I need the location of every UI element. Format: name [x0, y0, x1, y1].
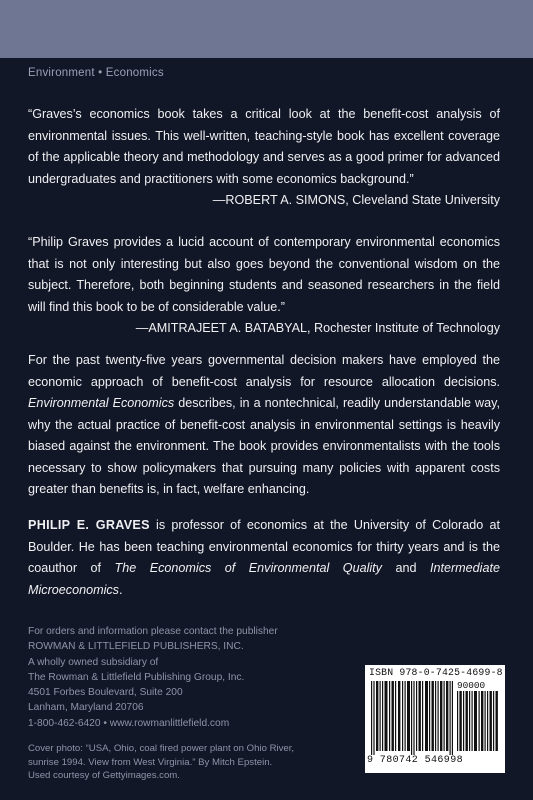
price-code: 90000: [457, 680, 486, 691]
quote-attribution: —ROBERT A. SIMONS, Cleveland State University: [212, 193, 500, 207]
quote-text: “Graves’s economics book takes a critical look at the benefit-cost analysis of environmental issues. This well-written, teaching-style book has excellent coverage of the applicable theory and methodology and serves as a good primer for advanced undergraduates and practitioners with some economics background.”: [28, 107, 500, 186]
author-bio: [28, 515, 500, 601]
description-part1: For the past twenty-five years governmental decision makers have employed the economic approach of benefit-cost analysis for resource allocation decisions.: [28, 353, 500, 389]
coauthored-book-2: Intermediate Microeconomics: [28, 561, 500, 597]
author-name: PHILIP E. GRAVES: [28, 518, 150, 532]
top-color-band: [0, 0, 533, 58]
credit-line: Cover photo: “USA, Ohio, coal fired power plant on Ohio River,: [28, 743, 295, 754]
contact-line: The Rowman & Littlefield Publishing Group, Inc.: [28, 671, 245, 683]
bio-part3: .: [118, 582, 123, 597]
category-label: Environment • Economics: [28, 67, 164, 79]
book-description: [28, 350, 500, 501]
bio-part1: is professor of economics at the University of Colorado at Boulder. He has been teaching environmental economics for thirty years and is the coauthor of: [28, 518, 500, 575]
publisher-contact: [28, 624, 308, 731]
barcode-digits: 9 780742 546998: [367, 755, 464, 766]
quote-text: “Philip Graves provides a lucid account of contemporary environmental economics that is not only interesting but also goes beyond the conventional wisdom on the subject. Therefore, both beginning students and seasoned researchers in the field will find this book to be of considerable value.”: [28, 235, 500, 314]
quote-attribution: —AMITRAJEET A. BATABYAL, Rochester Institute of Technology: [135, 321, 500, 335]
review-quote-batabyal: [28, 232, 500, 340]
contact-line: For orders and information please contact the publisher: [28, 626, 278, 637]
contact-address: 4501 Forbes Boulevard, Suite 200: [28, 687, 183, 699]
barcode-bars-icon: [371, 681, 453, 755]
isbn-text: ISBN 978-0-7425-4699-8: [369, 667, 503, 678]
description-part2: describes, in a nontechnical, readily understandable way, why the actual practice of benefit-cost analysis in environmental settings is heavily biased against the environment. The book provides environmentalists with the tools necessary to show policymakers that pursuing many policies with apparent costs greater than benefits is, in fact, welfare enhancing.: [28, 396, 500, 496]
review-quote-simons: [28, 104, 500, 212]
contact-address: Lanham, Maryland 20706: [28, 702, 144, 714]
cover-photo-credit: [28, 742, 328, 783]
coauthored-book-1: The Economics of Environmental Quality: [114, 561, 382, 575]
contact-phone-web: 1-800-462-6420 • www.rowmanlittlefield.com: [28, 717, 230, 729]
publisher-name: ROWMAN & LITTLEFIELD PUBLISHERS, INC.: [28, 641, 244, 653]
bio-part2: and: [381, 561, 430, 575]
credit-line: sunrise 1994. View from West Virginia.” By Mitch Epstein.: [28, 756, 273, 768]
isbn-barcode: [365, 665, 505, 773]
credit-line: Used courtesy of Gettyimages.com.: [28, 770, 180, 782]
book-title-italic: Environmental Economics: [28, 396, 175, 410]
price-barcode-bars-icon: [457, 691, 499, 751]
contact-line: A wholly owned subsidiary of: [28, 656, 159, 668]
